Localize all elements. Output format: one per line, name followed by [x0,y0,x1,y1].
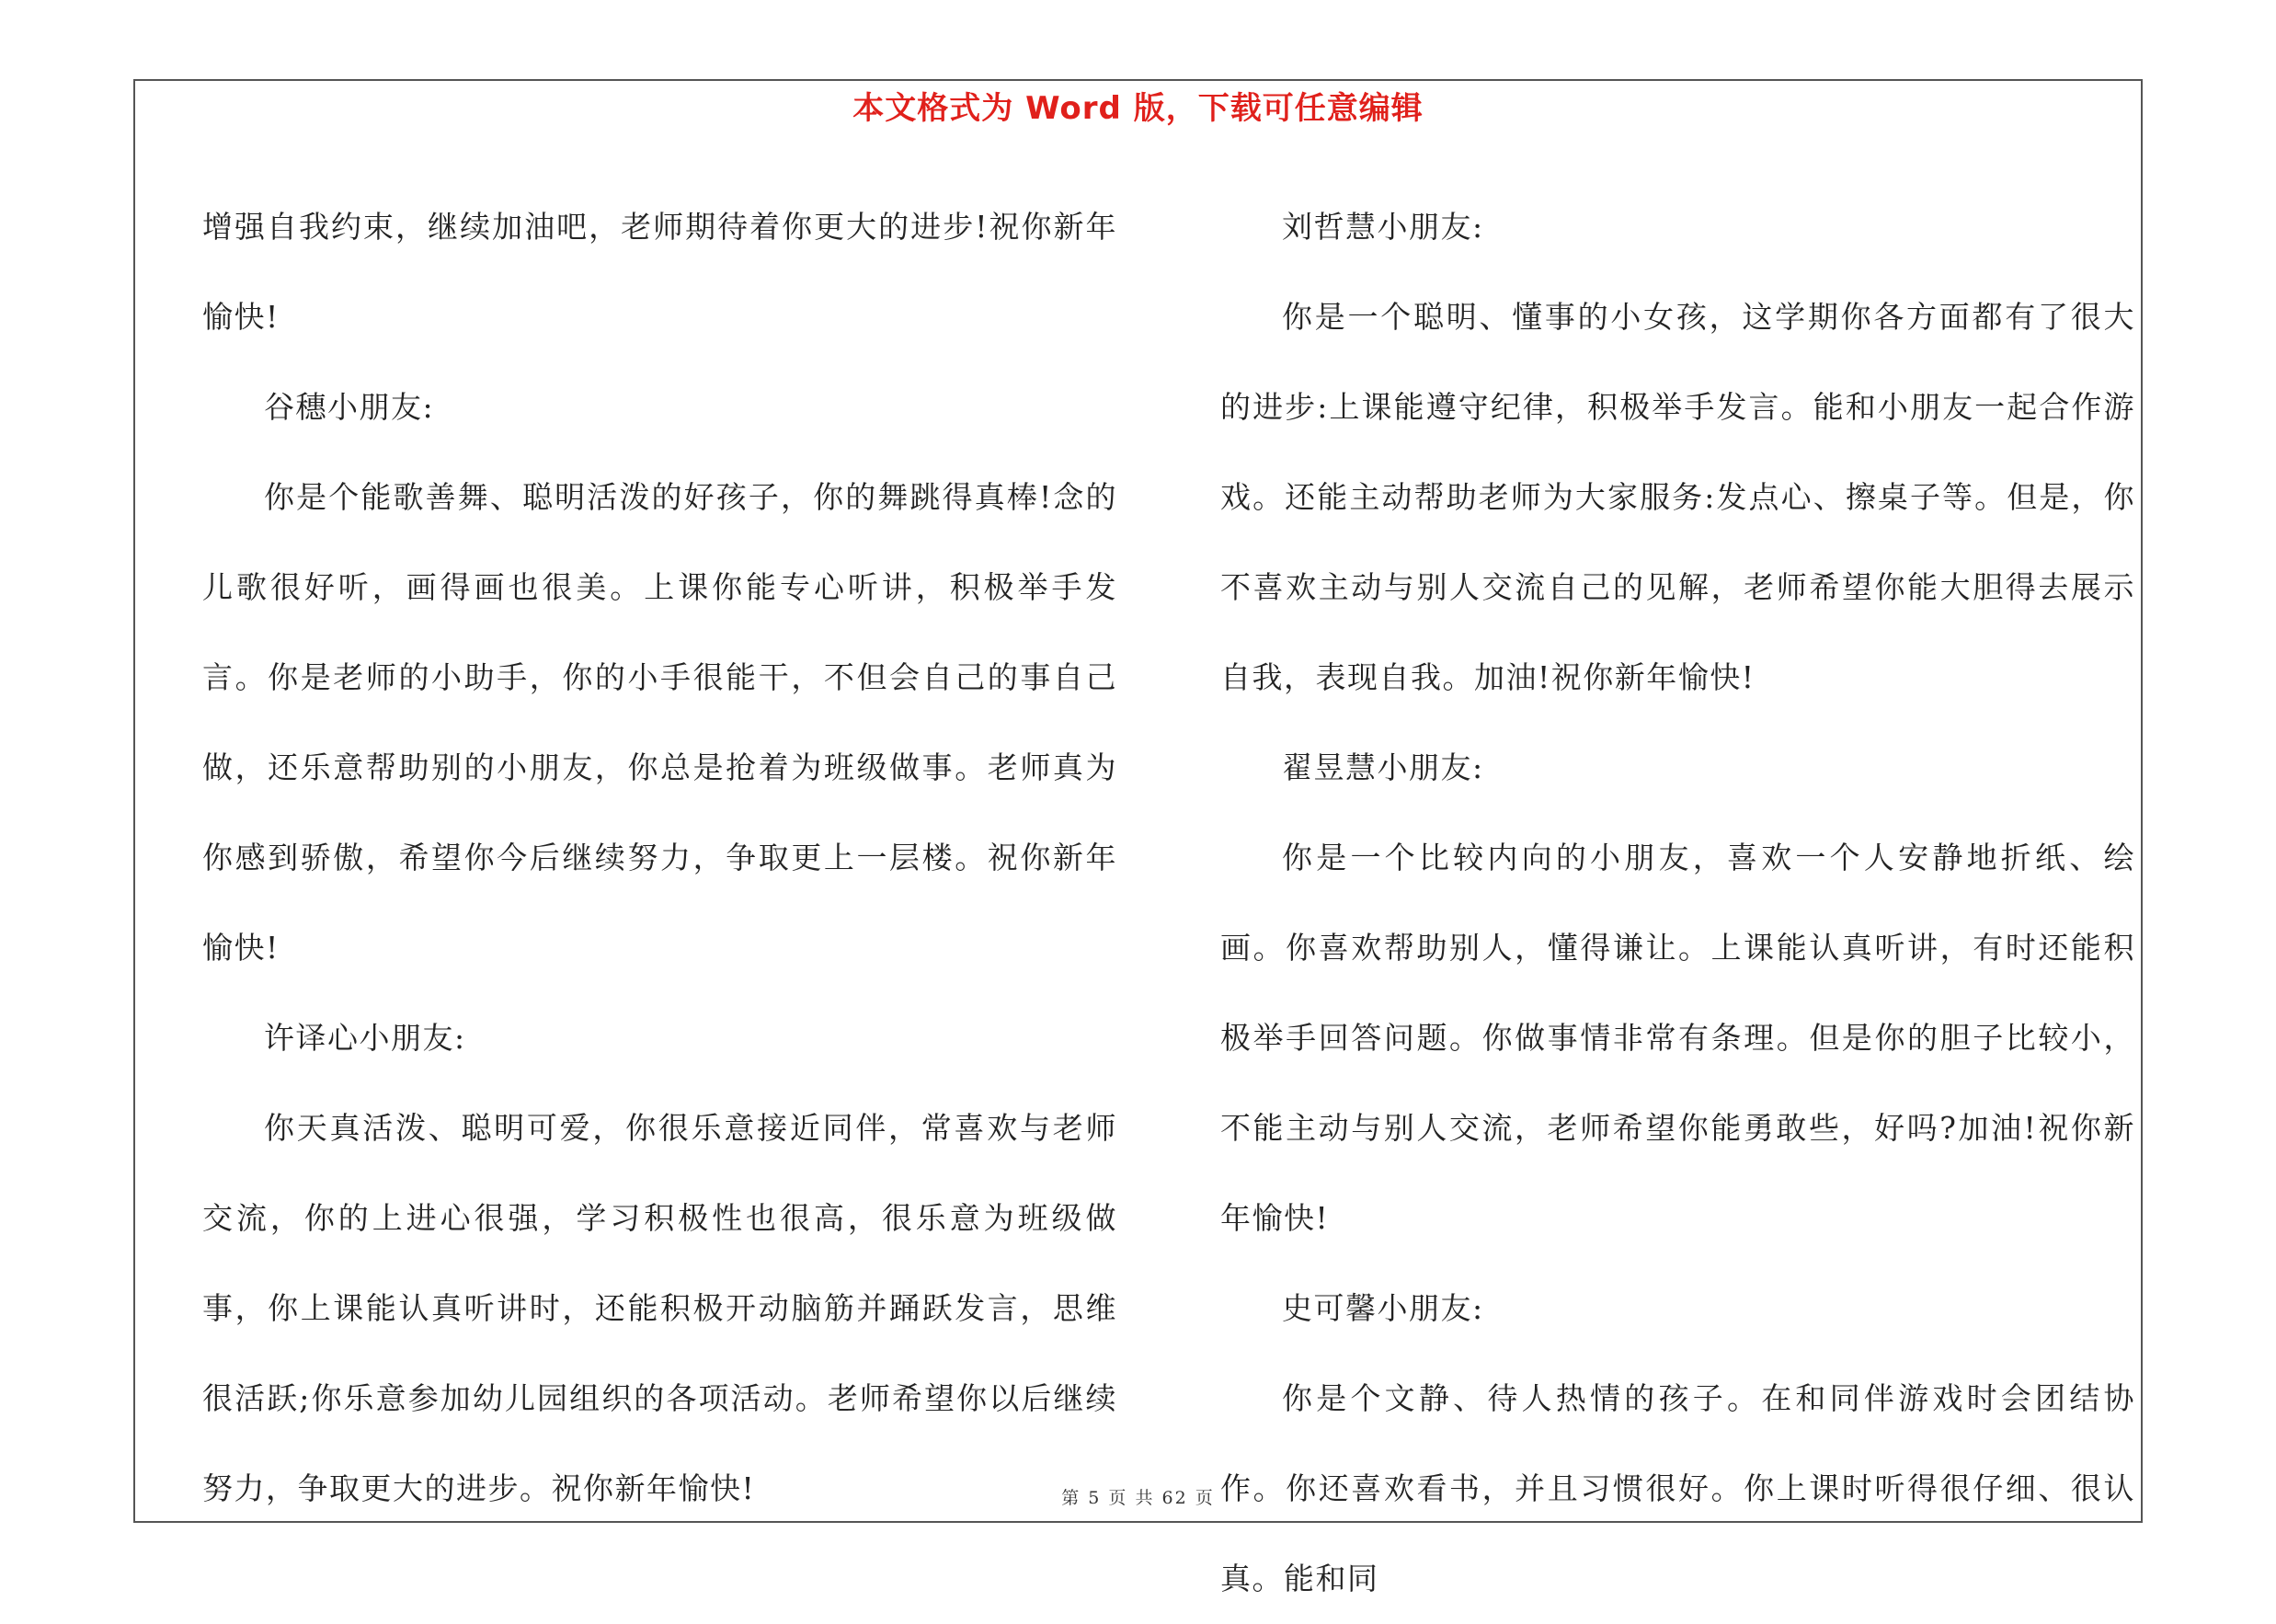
page-number-footer: 第 5 页 共 62 页 [1061,1488,1215,1508]
left-column [202,182,1117,1534]
paragraph: 你是一个比较内向的小朋友，喜欢一个人安静地折纸、绘画。你喜欢帮助别人，懂得谦让。上课能认真听讲，有时还能积极举手回答问题。你做事情非常有条理。但是你的胆子比较小，不能主动与别人交流，老师希望你能勇敢些，好吗?加油!祝你新年愉快! [1220,840,2135,1236]
paragraph: 许译心小朋友: [264,1020,466,1056]
paragraph: 谷穗小朋友: [264,389,435,425]
paragraph: 增强自我约束，继续加油吧，老师期待着你更大的进步!祝你新年愉快! [202,209,1117,335]
paragraph: 你天真活泼、聪明可爱，你很乐意接近同伴，常喜欢与老师交流，你的上进心很强，学习积极性也很高，很乐意为班级做事，你上课能认真听讲时，还能积极开动脑筋并踊跃发言，思维很活跃;你乐意参加幼儿园组织的各项活动。老师希望你以后继续努力，争取更大的进步。祝你新年愉快! [202,1110,1117,1506]
paragraph: 翟昱慧小朋友: [1282,749,1484,785]
paragraph: 刘哲慧小朋友: [1282,209,1484,245]
paragraph: 你是一个聪明、懂事的小女孩，这学期你各方面都有了很大的进步:上课能遵守纪律，积极举手发言。能和小朋友一起合作游戏。还能主动帮助老师为大家服务:发点心、擦桌子等。但是，你不喜欢主动与别人交流自己的见解，老师希望你能大胆得去展示自我，表现自我。加油!祝你新年愉快! [1220,299,2135,695]
format-banner: 本文格式为 Word 版，下载可任意编辑 [852,90,1424,127]
paragraph: 你是个文静、待人热情的孩子。在和同伴游戏时会团结协作。你还喜欢看书，并且习惯很好。你上课时听得很仔细、很认真。能和同 [1220,1380,2135,1596]
right-column [1220,182,2135,1624]
paragraph: 史可馨小朋友: [1282,1290,1484,1326]
paragraph: 你是个能歌善舞、聪明活泼的好孩子，你的舞跳得真棒!念的儿歌很好听，画得画也很美。上课你能专心听讲，积极举手发言。你是老师的小助手，你的小手很能干，不但会自己的事自己做，还乐意帮助别的小朋友，你总是抢着为班级做事。老师真为你感到骄傲，希望你今后继续努力，争取更上一层楼。祝你新年愉快! [202,479,1117,966]
